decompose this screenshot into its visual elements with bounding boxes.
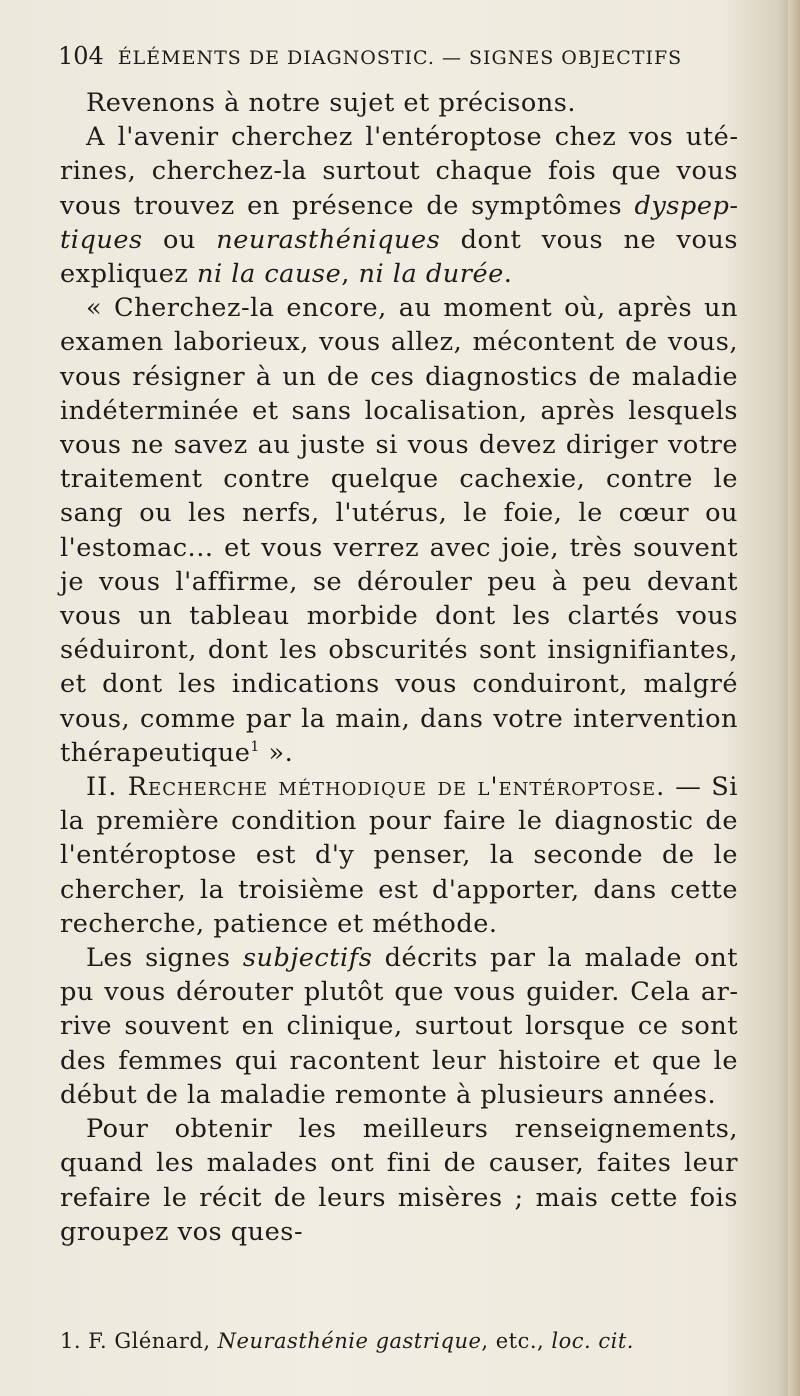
running-header [58,42,738,70]
quote-text: « Cherchez-la encore, au moment où, après un examen laborieux, vous allez, mécontent de vous, vous résigner à un de ces diagnostics de maladie indéterminée et sans localisation, après lesquels vous ne savez au juste si vous devez diriger votre traitement contre quelque cachexie, contre le sang ou les nerfs, l'utérus, le foie, le cœur ou l'estomac... et vous verrez avec joie, très souvent je vous l'affirme, se dérouler peu à peu devant vous un tableau morbide dont les clartés vous séduiront, dont les obscurités sont insignifiantes, et dont les indications vous conduiront, malgré vous, comme par la main, dans votre intervention thérapeutique [60,293,738,768]
paragraph-6: Pour obtenir les meilleurs renseignements, quand les malades ont fini de causer, faites leur refaire le récit de leurs misères ; mais cette fois groupez vos ques- [60,1114,738,1247]
paragraph-5-text: décrits par la malade ont pu vous dérouter plutôt que vous guider. Cela arrive souvent en clinique, surtout lorsque ce sont des femmes qui racontent leur histoire et que le début de la maladie remonte à plusieurs années. [60,943,738,1110]
footnote-author: F. Glénard, [81,1329,218,1353]
section-text: — Si la première condition pour faire le diagnostic de l'entéroptose est d'y penser, la seconde de le chercher, la troisième est d'apporter, dans cette recherche, patience et méthode. [60,772,738,939]
italic-cause: ni la cause [196,259,342,290]
footnote-loc-cit: loc. cit. [551,1329,634,1353]
paragraph-2-text: A l'avenir cherchez l'entéroptose chez vos utérines, cherchez-la surtout chaque fois que vous vous trouvez en présence de symptômes [60,122,738,221]
paragraph-2-text: ou [142,224,217,255]
footnote-title: Neurasthénie gastrique [217,1329,482,1353]
italic-dyspeptiques: dyspeptiques [60,190,738,255]
quote-close: ». [259,737,294,768]
page-body [60,86,738,1249]
paragraph-4-section [60,770,738,941]
paragraph-2-text: dont vous ne vous expliquez [60,224,738,290]
footnote-number: 1. [60,1329,82,1353]
italic-subjectifs: subjectifs [242,943,373,974]
paragraph-2-text: . [503,259,513,290]
paragraph-3-quote [60,291,738,770]
paragraph-5 [60,941,738,1112]
paragraph-2-text: , [341,259,359,290]
paragraph-2 [60,120,738,291]
footnote [60,1329,738,1353]
footnote-ref: 1 [250,738,260,755]
italic-duree: ni la durée [358,259,504,290]
section-heading: II. Recherche méthodique de l'entéroptose. [86,772,666,803]
page-number: 104 [58,42,104,70]
page-edge [788,0,800,1396]
running-title: ÉLÉMENTS DE DIAGNOSTIC. — SIGNES OBJECTIFS [117,47,683,69]
paragraph-1: Revenons à notre sujet et précisons. [86,88,577,118]
footnote-etc: , etc., [481,1329,552,1353]
italic-neurastheniques: neurasthéniques [216,224,441,255]
paragraph-5-text: Les signes [86,943,243,974]
